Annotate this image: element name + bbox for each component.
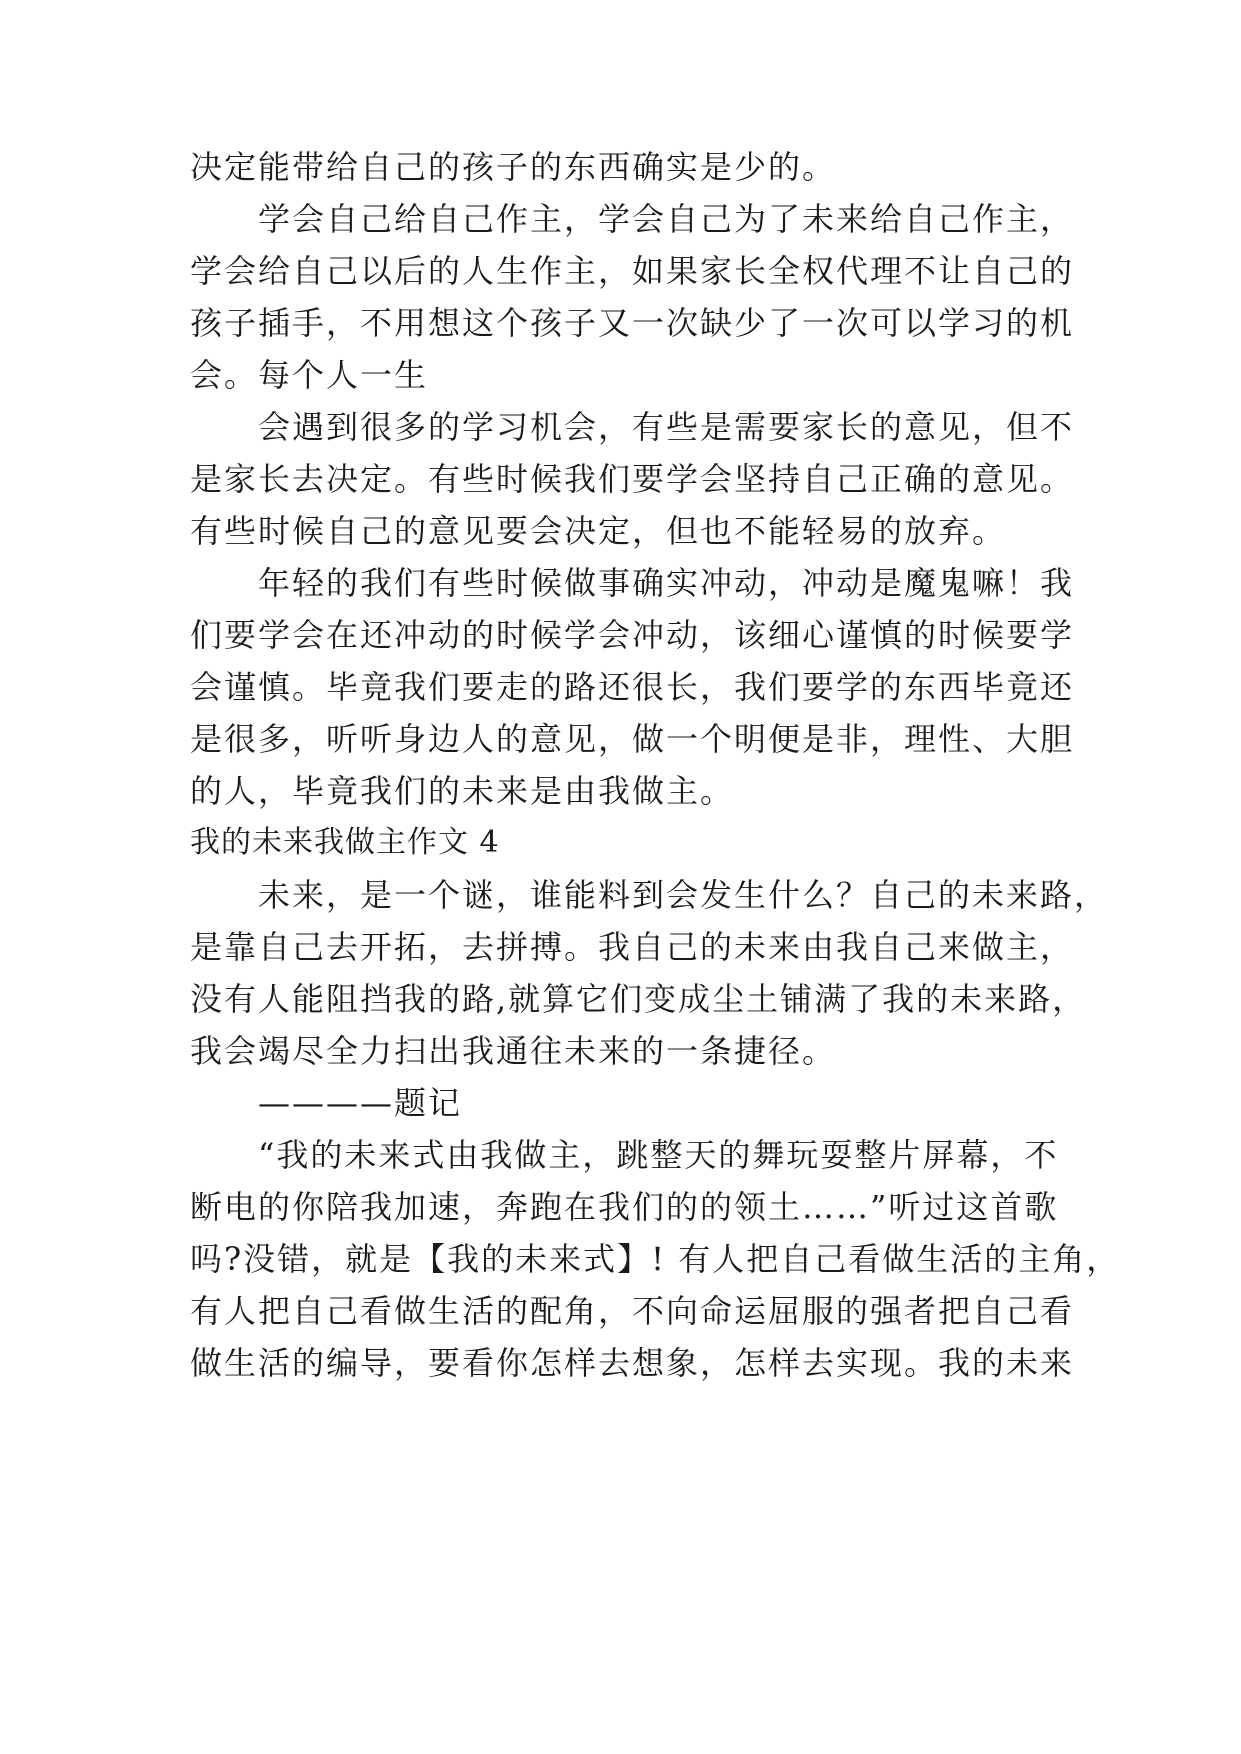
paragraph-line: 是靠自己去开拓，去拼搏。我自己的未来由我自己来做主， — [190, 928, 1075, 966]
paragraph-line: 有些时候自己的意见要会决定，但也不能轻易的放弃。 — [190, 512, 1007, 550]
epigraph-note: ————题记 — [258, 1084, 463, 1122]
paragraph-line: 吗?没错，就是【我的未来式】! 有人把自己看做生活的主角， — [190, 1240, 1121, 1278]
paragraph-line: 决定能带给自己的孩子的东西确实是少的。 — [190, 148, 837, 186]
paragraph-line: 是家长去决定。有些时候我们要学会坚持自己正确的意见。 — [190, 460, 1075, 498]
section-heading: 我的未来我做主作文 4 — [190, 825, 500, 860]
paragraph-line: 会。每个人一生 — [190, 356, 429, 394]
paragraph-line: 我会竭尽全力扫出我通往未来的一条捷径。 — [190, 1032, 837, 1070]
paragraph-line: 有人把自己看做生活的配角，不向命运屈服的强者把自己看 — [190, 1292, 1075, 1330]
paragraph-line: 们要学会在还冲动的时候学会冲动，该细心谨慎的时候要学 — [190, 616, 1075, 654]
paragraph-line: 会遇到很多的学习机会，有些是需要家长的意见，但不 — [258, 408, 1075, 446]
paragraph-line: 断电的你陪我加速，奔跑在我们的的领土……”听过这首歌 — [190, 1188, 1059, 1226]
paragraph-line: 做生活的编导，要看你怎样去想象，怎样去实现。我的未来 — [190, 1344, 1075, 1382]
paragraph-line: “我的未来式由我做主，跳整天的舞玩耍整片屏幕，不 — [258, 1136, 1059, 1174]
paragraph-line: 会谨慎。毕竟我们要走的路还很长，我们要学的东西毕竟还 — [190, 668, 1075, 706]
paragraph-line: 年轻的我们有些时候做事确实冲动，冲动是魔鬼嘛！我 — [258, 564, 1075, 602]
paragraph-line: 未来，是一个谜，谁能料到会发生什么？自己的未来路， — [258, 876, 1109, 914]
paragraph-line: 的人，毕竟我们的未来是由我做主。 — [190, 772, 735, 810]
paragraph-line: 学会给自己以后的人生作主，如果家长全权代理不让自己的 — [190, 252, 1075, 290]
paragraph-line: 是很多，听听身边人的意见，做一个明便是非，理性、大胆 — [190, 720, 1075, 758]
paragraph-line: 学会自己给自己作主，学会自己为了未来给自己作主， — [258, 200, 1075, 238]
paragraph-line: 没有人能阻挡我的路,就算它们变成尘土铺满了我的未来路， — [190, 980, 1087, 1018]
paragraph-line: 孩子插手，不用想这个孩子又一次缺少了一次可以学习的机 — [190, 304, 1075, 342]
